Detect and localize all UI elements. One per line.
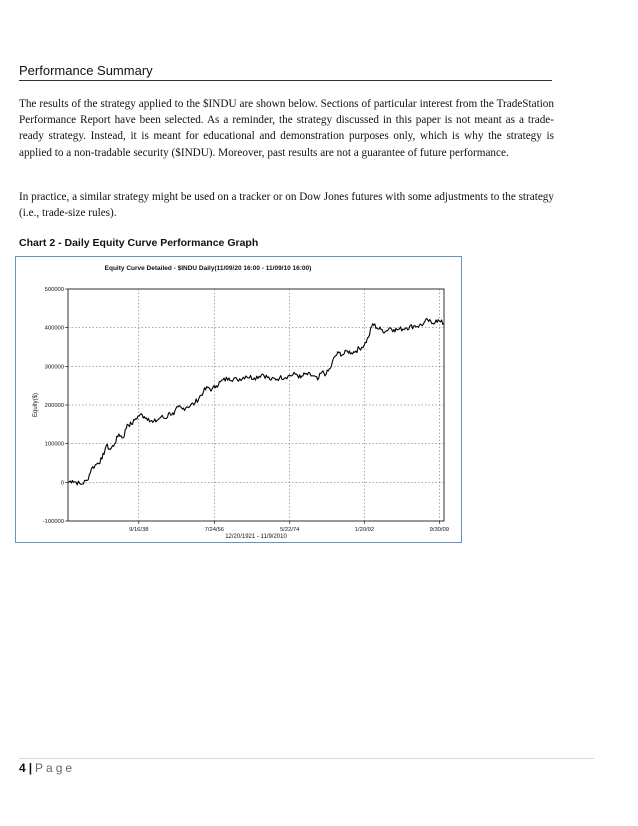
page-footer: [19, 761, 75, 775]
page-number: 4: [19, 761, 26, 775]
x-tick-label: 9/30/09: [429, 527, 449, 533]
paragraph-practice: In practice, a similar strategy might be used on a tracker or on Dow Jones futures with some adjustments to the strategy (i.e., trade-size rules).: [19, 191, 554, 220]
x-tick-label: 9/16/38: [129, 527, 149, 533]
chart-caption: Chart 2 - Daily Equity Curve Performance Graph: [19, 237, 259, 249]
equity-curve-svg: [16, 257, 461, 542]
y-tick-label: -100000: [42, 519, 64, 525]
x-tick-labels: [129, 527, 449, 533]
footer-divider: [19, 758, 594, 759]
y-tick-label: 500000: [44, 287, 64, 293]
footer-separator: |: [28, 761, 33, 775]
page-label: Page: [35, 761, 76, 775]
section-title: Performance Summary: [19, 63, 552, 81]
y-tick-labels: [43, 287, 64, 525]
x-axis-label: 12/20/1921 - 11/9/2010: [225, 534, 287, 540]
y-tick-label: 100000: [44, 441, 64, 448]
x-tick-label: 5/22/74: [280, 527, 300, 533]
x-tick-label: 7/24/56: [204, 527, 224, 533]
y-tick-label: 200000: [44, 403, 64, 409]
chart-title: Equity Curve Detailed - $INDU Daily(11/09/20 16:00 - 11/09/10 16:00): [104, 265, 312, 272]
y-tick-label: 300000: [44, 364, 64, 371]
y-tick-label: 400000: [44, 325, 64, 332]
y-axis-label: Equity($): [33, 392, 39, 418]
equity-curve-chart: [15, 256, 462, 543]
x-tick-label: 1/20/92: [354, 527, 375, 533]
y-tick-label: 0: [60, 480, 64, 487]
paragraph-results: The results of the strategy applied to the $INDU are shown below. Sections of particular interest from the TradeStation Performance Report have been selected. As a reminder, the strategy discussed in this paper is not meant as a trade-ready strategy. Instead, it is meant for educational and demonstration purposes only, which is why the strategy is applied to a non-tradable security ($INDU). Moreover, past results are not a guarantee of future performance.: [19, 98, 554, 159]
